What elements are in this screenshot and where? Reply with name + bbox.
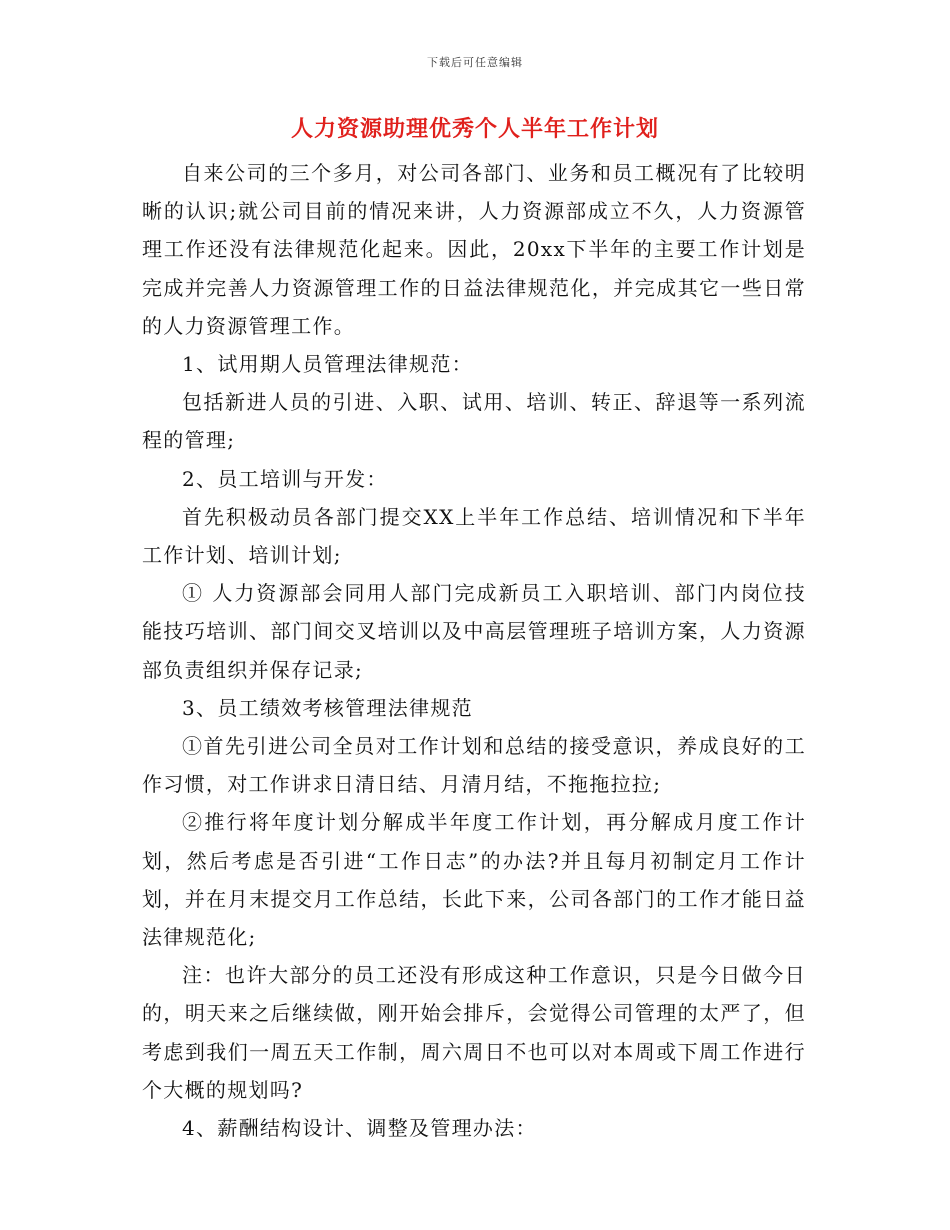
document-title: 人力资源助理优秀个人半年工作计划 xyxy=(290,116,659,142)
header-note: 下载后可任意编辑 xyxy=(427,56,523,69)
section-heading-training: 2、员工培训与开发： xyxy=(182,466,388,491)
document-body xyxy=(142,154,806,1147)
paragraph-training-item-1: ① 人力资源部会同用人部门完成新员工入职培训、部门内岗位技能技巧培训、部门间交叉培训以及中高层管理班子培训方案，人力资源部负责组织并保存记录; xyxy=(142,581,806,682)
paragraph-intro: 自来公司的三个多月，对公司各部门、业务和员工概况有了比较明晰的认识;就公司目前的情况来讲，人力资源部成立不久，人力资源管理工作还没有法律规范化起来。因此，20xx下半年的主要工作计划是完成并完善人力资源管理工作的日益法律规范化，并完成其它一些日常的人力资源管理工作。 xyxy=(142,161,806,338)
section-heading-salary: 4、薪酬结构设计、调整及管理办法： xyxy=(182,1116,537,1141)
paragraph-note: 注：也许大部分的员工还没有形成这种工作意识，只是今日做今日的，明天来之后继续做，刚开始会排斥，会觉得公司管理的太严了，但考虑到我们一周五天工作制，周六周日不也可以对本周或下周工作进行个大概的规划吗? xyxy=(142,963,806,1102)
paragraph-performance-item-1: ①首先引进公司全员对工作计划和总结的接受意识，养成良好的工作习惯，对工作讲求日清日结、月清月结，不拖拖拉拉; xyxy=(142,734,806,797)
paragraph-performance-item-2: ②推行将年度计划分解成半年度工作计划，再分解成月度工作计划，然后考虑是否引进“工作日志”的办法?并且每月初制定月工作计划，并在月末提交月工作总结，长此下来，公司各部门的工作才能日益法律规范化; xyxy=(142,810,806,950)
paragraph-probation: 包括新进人员的引进、入职、试用、培训、转正、辞退等一系列流程的管理; xyxy=(142,390,806,453)
section-heading-performance: 3、员工绩效考核管理法律规范 xyxy=(182,695,473,720)
paragraph-training: 首先积极动员各部门提交XX上半年工作总结、培训情况和下半年工作计划、培训计划; xyxy=(142,504,806,568)
section-heading-probation: 1、试用期人员管理法律规范： xyxy=(182,352,473,377)
